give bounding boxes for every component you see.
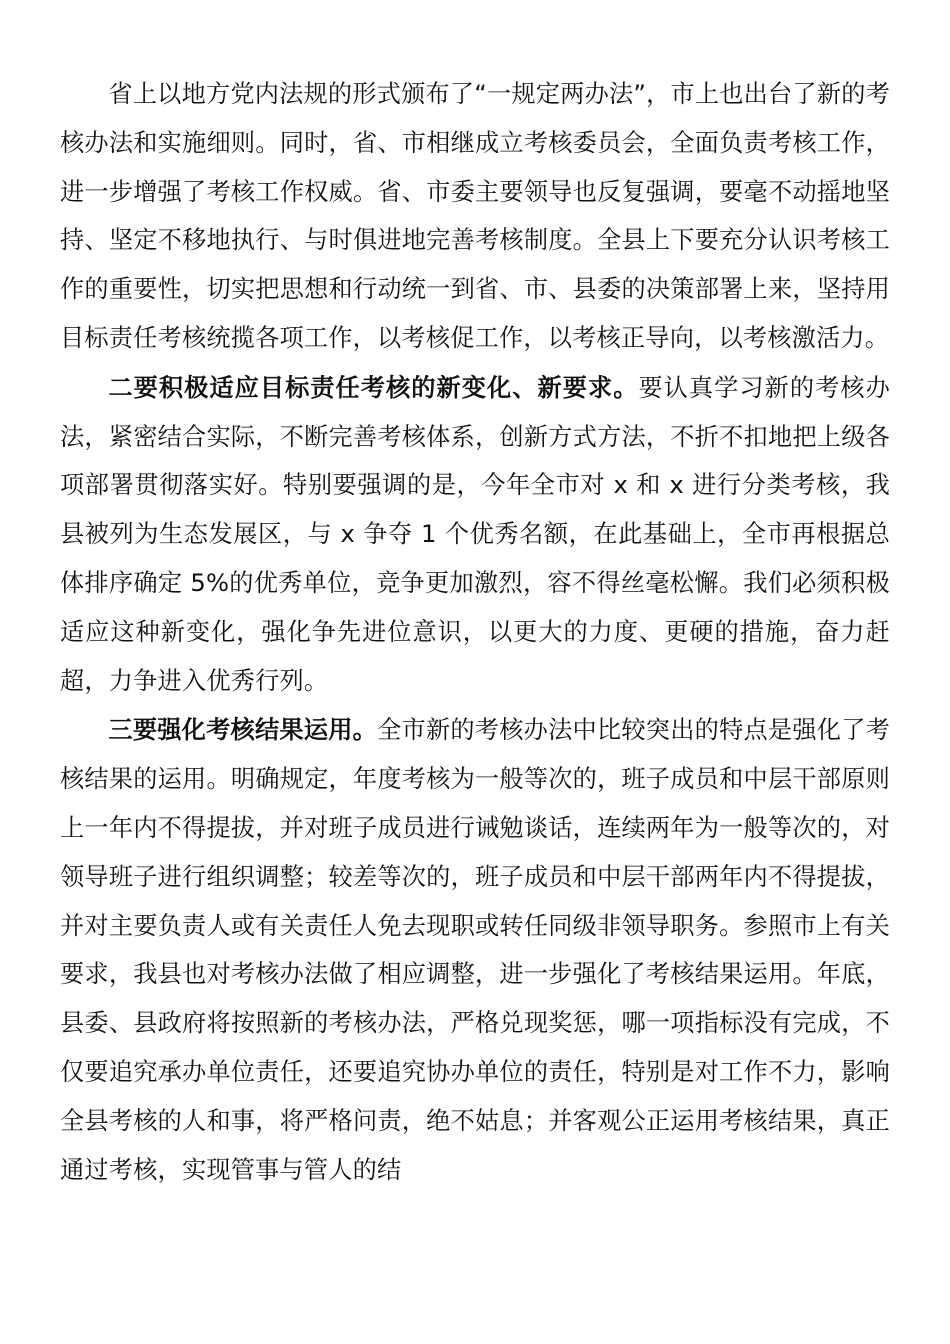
paragraph-3 bbox=[60, 706, 890, 1194]
paragraph-2-text: 要认真学习新的考核办法，紧密结合实际，不断完善考核体系，创新方式方法，不折不扣地把上级各项部署贯彻落实好。特别要强调的是，今年全市对 x 和 x 进行分类考核，我县被列为生态发展区，与 x 争夺 1 个优秀名额，在此基础上，全市再根据总体排序确定 5%的优秀单位，竞争更加激烈，容不得丝毫松懈。我们必须积极适应这种新变化，强化争先进位意识，以更大的力度、更硬的措施，奋力赶超，力争进入优秀行列。 bbox=[60, 373, 890, 695]
paragraph-2-heading: 二要积极适应目标责任考核的新变化、新要求。 bbox=[108, 373, 639, 402]
document-page bbox=[60, 70, 890, 1195]
paragraph-1-text: 省上以地方党内法规的形式颁布了“一规定两办法”，市上也出台了新的考核办法和实施细则。同时，省、市相继成立考核委员会，全面负责考核工作，进一步增强了考核工作权威。省、市委主要领导也反复强调，要毫不动摇地坚持、坚定不移地执行、与时俱进地完善考核制度。全县上下要充分认识考核工作的重要性，切实把思想和行动统一到省、市、县委的决策部署上来，坚持用目标责任考核统揽各项工作，以考核促工作，以考核正导向，以考核激活力。 bbox=[60, 80, 890, 352]
paragraph-3-text: 全市新的考核办法中比较突出的特点是强化了考核结果的运用。明确规定，年度考核为一般等次的，班子成员和中层干部原则上一年内不得提拔，并对班子成员进行诫勉谈话，连续两年为一般等次的，对领导班子进行组织调整；较差等次的，班子成员和中层干部两年内不得提拔，并对主要负责人或有关责任人免去现职或转任同级非领导职务。参照市上有关要求，我县也对考核办法做了相应调整，进一步强化了考核结果运用。年底，县委、县政府将按照新的考核办法，严格兑现奖惩，哪一项指标没有完成，不仅要追究承办单位责任，还要追究协办单位的责任，特别是对工作不力，影响全县考核的人和事，将严格问责，绝不姑息；并客观公正运用考核结果，真正通过考核，实现管事与管人的结 bbox=[60, 716, 891, 1184]
paragraph-2 bbox=[60, 364, 890, 706]
paragraph-3-heading: 三要强化考核结果运用。 bbox=[108, 716, 378, 745]
paragraph-1 bbox=[60, 70, 890, 363]
